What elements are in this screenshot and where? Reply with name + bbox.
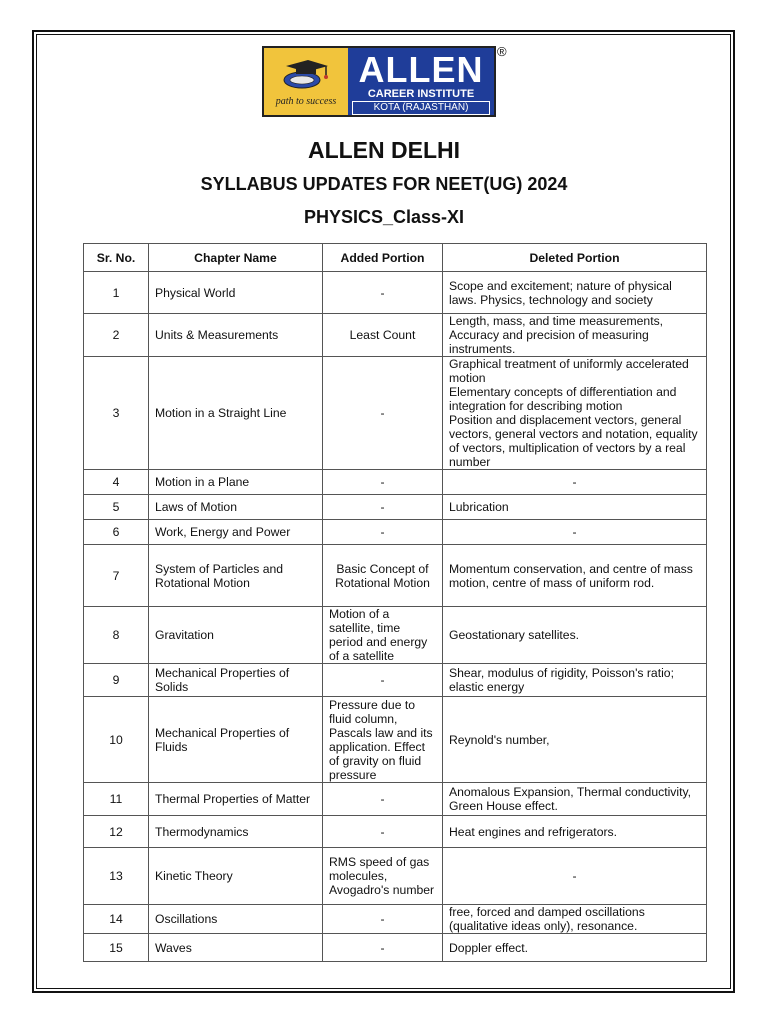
table-row xyxy=(84,607,707,664)
cell-chapter-name: Work, Energy and Power xyxy=(149,520,323,545)
cell-added-portion: - xyxy=(323,816,443,848)
cell-added-portion: Motion of a satellite, time period and energy of a satellite xyxy=(323,607,443,664)
cell-chapter-name: Laws of Motion xyxy=(149,495,323,520)
cell-chapter-name: System of Particles and Rotational Motion xyxy=(149,545,323,607)
header-added-portion: Added Portion xyxy=(323,244,443,272)
cell-added-portion: Pressure due to fluid column, Pascals law and its application. Effect of gravity on fluid pressure xyxy=(323,697,443,783)
cell-added-portion: - xyxy=(323,783,443,816)
cell-sr-no: 14 xyxy=(84,905,149,934)
cell-deleted-portion: - xyxy=(443,470,707,495)
cell-chapter-name: Motion in a Straight Line xyxy=(149,357,323,470)
cell-sr-no: 11 xyxy=(84,783,149,816)
cell-sr-no: 1 xyxy=(84,272,149,314)
table-row xyxy=(84,272,707,314)
cell-added-portion: - xyxy=(323,905,443,934)
table-row xyxy=(84,545,707,607)
table-header-row xyxy=(84,244,707,272)
cell-chapter-name: Mechanical Properties of Solids xyxy=(149,664,323,697)
cell-sr-no: 2 xyxy=(84,314,149,357)
cell-deleted-portion: - xyxy=(443,520,707,545)
cell-deleted-portion: Lubrication xyxy=(443,495,707,520)
cell-sr-no: 9 xyxy=(84,664,149,697)
cell-added-portion: - xyxy=(323,520,443,545)
document-subtitle: SYLLABUS UPDATES FOR NEET(UG) 2024 xyxy=(200,174,568,194)
cell-added-portion: - xyxy=(323,495,443,520)
cell-sr-no: 3 xyxy=(84,357,149,470)
header-chapter-name: Chapter Name xyxy=(149,244,323,272)
cell-sr-no: 10 xyxy=(84,697,149,783)
cell-added-portion: RMS speed of gas molecules, Avogadro's number xyxy=(323,848,443,905)
cell-added-portion: - xyxy=(323,470,443,495)
subject-heading: PHYSICS_Class-XI xyxy=(303,207,465,227)
cell-deleted-portion: Shear, modulus of rigidity, Poisson's ratio; elastic energy xyxy=(443,664,707,697)
table-row xyxy=(84,470,707,495)
cell-chapter-name: Thermal Properties of Matter xyxy=(149,783,323,816)
allen-logo xyxy=(262,46,496,117)
table-row xyxy=(84,783,707,816)
cell-added-portion: - xyxy=(323,272,443,314)
cell-sr-no: 12 xyxy=(84,816,149,848)
table-row xyxy=(84,697,707,783)
cell-chapter-name: Motion in a Plane xyxy=(149,470,323,495)
cell-added-portion: - xyxy=(323,357,443,470)
registered-mark: ® xyxy=(497,44,507,59)
cell-added-portion: - xyxy=(323,664,443,697)
graduation-cap-globe-icon xyxy=(278,58,330,90)
cell-added-portion: Basic Concept of Rotational Motion xyxy=(323,545,443,607)
table-row xyxy=(84,357,707,470)
cell-added-portion: - xyxy=(323,934,443,962)
cell-sr-no: 8 xyxy=(84,607,149,664)
cell-chapter-name: Thermodynamics xyxy=(149,816,323,848)
cell-sr-no: 15 xyxy=(84,934,149,962)
cell-deleted-portion: Graphical treatment of uniformly accelerated motion Elementary concepts of differentiation and integration for describing motion Position and displacement vectors, general vectors, general vectors and notation, equality of vectors, multiplication of vectors by a real number xyxy=(443,357,707,470)
logo-subtitle: CAREER INSTITUTE xyxy=(367,88,475,100)
cell-deleted-portion: Reynold's number, xyxy=(443,697,707,783)
cell-deleted-portion: free, forced and damped oscillations (qualitative ideas only), resonance. xyxy=(443,905,707,934)
header-deleted-portion: Deleted Portion xyxy=(443,244,707,272)
cell-chapter-name: Gravitation xyxy=(149,607,323,664)
cell-chapter-name: Mechanical Properties of Fluids xyxy=(149,697,323,783)
table-row xyxy=(84,664,707,697)
cell-deleted-portion: Anomalous Expansion, Thermal conductivity, Green House effect. xyxy=(443,783,707,816)
table-row xyxy=(84,934,707,962)
cell-added-portion: Least Count xyxy=(323,314,443,357)
table-row xyxy=(84,314,707,357)
cell-sr-no: 4 xyxy=(84,470,149,495)
cell-chapter-name: Oscillations xyxy=(149,905,323,934)
logo-brand-name: ALLEN xyxy=(358,49,484,90)
cell-deleted-portion: - xyxy=(443,848,707,905)
logo-text-panel xyxy=(348,48,494,115)
logo-emblem-panel xyxy=(264,48,348,115)
cell-chapter-name: Kinetic Theory xyxy=(149,848,323,905)
cell-chapter-name: Units & Measurements xyxy=(149,314,323,357)
table-row xyxy=(84,495,707,520)
cell-sr-no: 5 xyxy=(84,495,149,520)
cell-sr-no: 6 xyxy=(84,520,149,545)
logo-tagline: path to success xyxy=(275,96,337,107)
cell-deleted-portion: Heat engines and refrigerators. xyxy=(443,816,707,848)
header-sr-no: Sr. No. xyxy=(84,244,149,272)
table-row xyxy=(84,520,707,545)
syllabus-table xyxy=(83,243,707,962)
table-row xyxy=(84,905,707,934)
cell-deleted-portion: Length, mass, and time measurements, Accuracy and precision of measuring instruments. xyxy=(443,314,707,357)
cell-chapter-name: Physical World xyxy=(149,272,323,314)
table-row xyxy=(84,816,707,848)
cell-chapter-name: Waves xyxy=(149,934,323,962)
cell-sr-no: 7 xyxy=(84,545,149,607)
cell-deleted-portion: Scope and excitement; nature of physical laws. Physics, technology and society xyxy=(443,272,707,314)
cell-deleted-portion: Doppler effect. xyxy=(443,934,707,962)
document-title: ALLEN DELHI xyxy=(307,137,461,163)
cell-deleted-portion: Geostationary satellites. xyxy=(443,607,707,664)
cell-sr-no: 13 xyxy=(84,848,149,905)
table-row xyxy=(84,848,707,905)
logo-location: KOTA (RAJASTHAN) xyxy=(352,101,490,115)
cell-deleted-portion: Momentum conservation, and centre of mass motion, centre of mass of uniform rod. xyxy=(443,545,707,607)
